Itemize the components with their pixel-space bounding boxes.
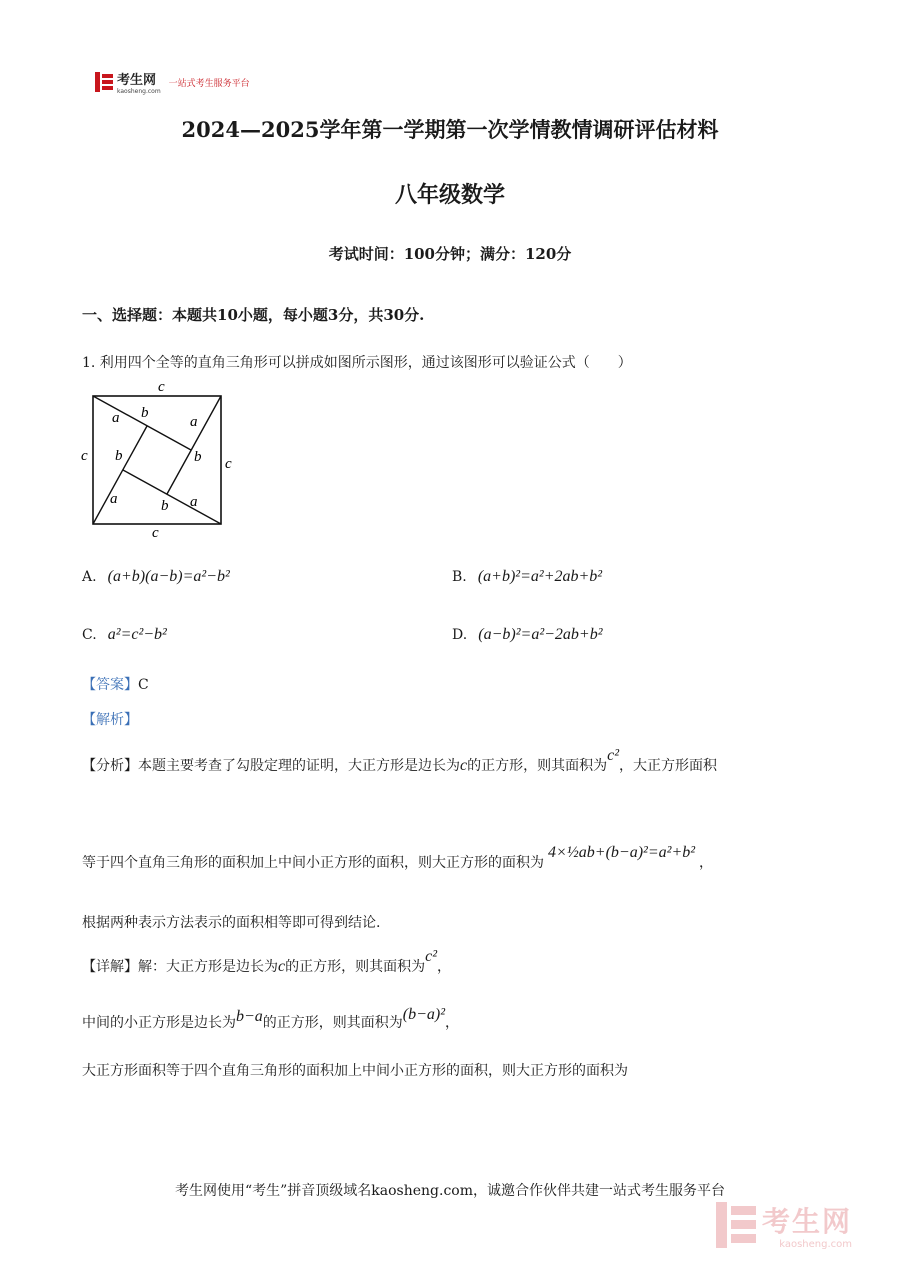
var-c: c: [460, 757, 468, 774]
logo-icon: [95, 72, 113, 92]
site-logo[interactable]: [95, 70, 250, 94]
triangle-edge-3: [123, 470, 221, 524]
label-bottom-c: c: [152, 525, 159, 541]
answer-line: [82, 674, 149, 694]
watermark-icon: [716, 1202, 756, 1248]
detail-c-squared: c²: [425, 948, 438, 965]
label-a2: a: [190, 414, 198, 430]
analysis-heading: [82, 709, 138, 729]
detail-text-1-end: ，: [437, 959, 452, 975]
detail-var-c: c: [278, 958, 286, 975]
option-a[interactable]: [82, 566, 230, 586]
detail-text-1a: 解：大正方形是边长为: [138, 959, 278, 975]
detail-line-1: [82, 948, 452, 976]
analysis-label: 【解析】: [82, 712, 138, 728]
answer-value: C: [138, 677, 149, 693]
option-b-formula: (a+b)²=a²+2ab+b²: [477, 568, 603, 585]
watermark-domain: kaosheng.com: [779, 1239, 853, 1250]
logo-domain: kaosheng.com: [117, 88, 161, 95]
analysis-text-1c: ，大正方形面积: [619, 758, 718, 774]
label-left-c: c: [81, 448, 88, 464]
analysis-text-2-end: ，: [699, 855, 714, 871]
option-c-formula: a²=c²−b²: [107, 626, 167, 643]
question-stem: 1. 利用四个全等的直角三角形可以拼成如图所示图形，通过该图形可以验证公式（ ）: [82, 355, 632, 371]
document-title: 2024—2025学年第一学期第一次学情教情调研评估材料: [181, 117, 719, 142]
document-subtitle: 八年级数学: [394, 182, 505, 208]
analysis-line-3: 根据两种表示方法表示的面积相等即可得到结论.: [82, 915, 381, 931]
logo-text: [117, 69, 161, 95]
option-b[interactable]: [452, 566, 602, 586]
logo-slogan: 一站式考生服务平台: [168, 78, 250, 89]
answer-label: 【答案】: [82, 677, 138, 693]
option-d-label: D.: [452, 627, 468, 643]
option-c-label: C.: [82, 627, 97, 643]
label-b3: b: [115, 448, 123, 464]
analysis-text-1b: 的正方形，则其面积为: [467, 758, 608, 774]
watermark-name: 考生网: [762, 1205, 853, 1238]
detail-text-1b: 的正方形，则其面积为: [285, 959, 426, 975]
detail-tag: 【详解】: [82, 959, 138, 975]
pythagoras-figure: [78, 378, 238, 542]
label-b2: b: [194, 449, 202, 465]
detail-text-2b: 的正方形，则其面积为: [262, 1015, 403, 1031]
analysis-line-2: [82, 844, 714, 872]
option-c[interactable]: [82, 624, 167, 644]
label-b4: b: [161, 498, 169, 514]
area-formula: 4×½ab+(b−a)²=a²+b²: [548, 844, 696, 861]
detail-text-2a: 中间的小正方形是边长为: [82, 1015, 236, 1031]
label-a1: a: [112, 410, 120, 426]
footer-text: 考生网使用“考生”拼音顶级域名kaosheng.com，诚邀合作伙伴共建一站式考生服务平台: [174, 1183, 726, 1199]
exam-info: 考试时间：100分钟；满分：120分: [328, 245, 572, 263]
analysis-text-2: 等于四个直角三角形的面积加上中间小正方形的面积，则大正方形的面积为: [82, 855, 544, 871]
detail-text-2-end: ，: [445, 1015, 460, 1031]
detail-line-2: [82, 1006, 460, 1032]
b-minus-a: b−a: [236, 1008, 263, 1025]
label-right-c: c: [225, 456, 232, 472]
label-top-c: c: [158, 379, 165, 395]
option-b-label: B.: [452, 569, 467, 585]
detail-line-3: 大正方形面积等于四个直角三角形的面积加上中间小正方形的面积，则大正方形的面积为: [82, 1063, 628, 1079]
label-a4: a: [190, 494, 198, 510]
analysis-text-1a: 本题主要考查了勾股定理的证明，大正方形是边长为: [138, 758, 460, 774]
option-d[interactable]: [452, 624, 603, 644]
triangle-edge-2: [167, 396, 221, 494]
watermark-text: [762, 1200, 852, 1250]
b-minus-a-squared: (b−a)²: [402, 1006, 446, 1023]
analysis-tag: 【分析】: [82, 758, 138, 774]
logo-name: 考生网: [117, 73, 157, 88]
triangle-edge-4: [93, 426, 147, 524]
label-b1: b: [141, 405, 149, 421]
option-a-formula: (a+b)(a−b)=a²−b²: [107, 568, 230, 585]
option-d-formula: (a−b)²=a²−2ab+b²: [478, 626, 603, 643]
label-a3: a: [110, 491, 118, 507]
section-heading: 一、选择题：本题共10小题，每小题3分，共30分.: [82, 306, 425, 324]
c-squared: c²: [607, 747, 620, 764]
analysis-line-1: [82, 747, 718, 775]
option-a-label: A.: [82, 569, 97, 585]
watermark: [716, 1200, 852, 1250]
